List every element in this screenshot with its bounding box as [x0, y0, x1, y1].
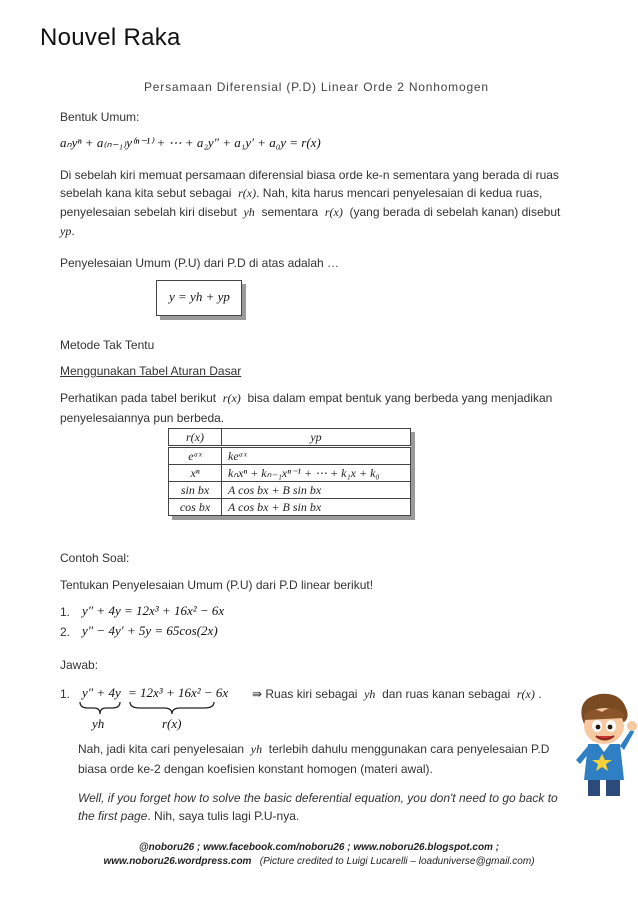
answer-label: Jawab: [60, 658, 99, 672]
answer-rhs: = 12x³ + 16x² − 6x [128, 685, 229, 700]
footer-link: www.noboru26.wordpress.com [103, 856, 252, 867]
document-title: Persamaan Diferensial (P.D) Linear Orde 2 Nonhomogen [144, 80, 489, 94]
table-cell: eᵃˣ [169, 447, 222, 465]
pu-formula: y = yh + yp [169, 289, 230, 304]
yh-symbol: yh [250, 742, 263, 756]
table-cell: keᵃˣ [222, 447, 411, 465]
example-item-1-eq: y″ + 4y = 12x³ + 16x² − 6x [82, 603, 225, 618]
method-line-2: penyelesaiannya pun berbeda. [60, 411, 225, 425]
table-row [169, 465, 411, 482]
example-item-2-num: 2. [60, 625, 71, 639]
underbraces [78, 700, 218, 716]
pu-formula-box [156, 280, 242, 316]
intro-line-3 [60, 203, 560, 221]
footer-credit: (Picture credited to Luigi Lucarelli – loaduniverse@gmail.com) [259, 856, 535, 867]
table-cell: cos bx [169, 499, 222, 516]
general-equation: aₙyⁿ + a₍ₙ₋₁₎y⁽ⁿ⁻¹⁾ + ⋯ + a₂y″ + a₁y′ + a₀y = r(x) [60, 135, 321, 150]
example-item-2-eq: y″ − 4y′ + 5y = 65cos(2x) [82, 623, 218, 638]
bentuk-umum-label: Bentuk Umum: [60, 110, 140, 124]
answer-explanation [252, 685, 542, 703]
rules-table [168, 428, 411, 516]
brace-label-yh: yh [92, 716, 105, 731]
rx-symbol: r(x) [238, 186, 257, 200]
method-line-1 [60, 389, 552, 407]
table-cell: kₙxⁿ + kₙ₋₁xⁿ⁻¹ + ⋯ + k₁x + k₀ [222, 465, 411, 482]
answer-lhs: y″ + 4y [82, 685, 121, 700]
intro-line-1: Di sebelah kiri memuat persamaan diferensial biasa orde ke-n sementara yang berada di ruas [60, 168, 559, 182]
rules-table-wrap [168, 428, 411, 516]
answer-num: 1. [60, 687, 71, 701]
pu-text: Penyelesaian Umum (P.U) dari P.D di atas adalah … [60, 256, 340, 270]
footer-line-2 [0, 856, 638, 867]
method-text: Perhatikan pada tabel berikut [60, 391, 217, 405]
answer-text: . [538, 687, 542, 701]
intro-line-2 [60, 184, 542, 202]
rx-symbol: r(x) [516, 687, 535, 701]
method-subtitle: Menggunakan Tabel Aturan Dasar [60, 364, 242, 378]
intro-text: . Nah, kita harus mencari penyelesaian di kedua ruas, [256, 186, 543, 200]
example-item-1-num: 1. [60, 605, 71, 619]
left-underbrace [80, 702, 120, 714]
yp-symbol: yp [60, 224, 72, 238]
example-instruction: Tentukan Penyelesaian Umum (P.U) dari P.D linear berikut! [60, 578, 374, 592]
table-cell: xⁿ [169, 465, 222, 482]
table-row [169, 499, 411, 516]
method-title: Metode Tak Tentu [60, 338, 155, 352]
rx-symbol: r(x) [324, 205, 343, 219]
answer-text: the first page [78, 809, 148, 823]
right-underbrace [130, 702, 214, 714]
author-name: Nouvel Raka [40, 24, 181, 51]
intro-line-4 [60, 222, 75, 240]
brace-label-rx: r(x) [162, 716, 182, 731]
rx-symbol: r(x) [222, 391, 241, 405]
cartoon-boy-illustration [568, 688, 638, 800]
table-cell: sin bx [169, 482, 222, 499]
answer-text: ⇛ Ruas kiri sebagai [252, 687, 358, 701]
intro-text: (yang berada di sebelah kanan) disebut [349, 205, 561, 219]
yh-symbol: yh [243, 205, 255, 219]
table-header-rx: r(x) [169, 429, 222, 447]
intro-text: sebelah kana kita sebut sebagai [60, 186, 232, 200]
table-row [169, 482, 411, 499]
table-header-yp: yp [222, 429, 411, 447]
answer-text: . Nih, saya tulis lagi P.U-nya. [147, 809, 300, 823]
method-text: bisa dalam empat bentuk yang berbeda yang menjadikan [247, 391, 553, 405]
answer-text: terlebih dahulu menggunakan cara penyelesaian P.D [268, 742, 550, 756]
intro-text: sementara [261, 205, 319, 219]
table-header-row [169, 429, 411, 447]
example-label: Contoh Soal: [60, 551, 130, 565]
answer-line-2: biasa orde ke-2 dengan koefisien konstant homogen (materi awal). [78, 762, 433, 776]
answer-line-1 [78, 740, 549, 758]
footer-line-1: @noboru26 ; www.facebook.com/noboru26 ; www.noboru26.blogspot.com ; [138, 842, 500, 853]
answer-line-3: Well, if you forget how to solve the basic deferential equation, you don't need to go back to [78, 791, 558, 805]
table-row [169, 447, 411, 465]
table-cell: A cos bx + B sin bx [222, 499, 411, 516]
answer-text: Nah, jadi kita cari penyelesaian [78, 742, 245, 756]
yh-symbol: yh [364, 687, 376, 701]
answer-text: dan ruas kanan sebagai [382, 687, 511, 701]
table-cell: A cos bx + B sin bx [222, 482, 411, 499]
intro-text: . [71, 224, 75, 238]
answer-line-4 [78, 807, 299, 825]
intro-text: penyelesaian sebelah kiri disebut [60, 205, 237, 219]
